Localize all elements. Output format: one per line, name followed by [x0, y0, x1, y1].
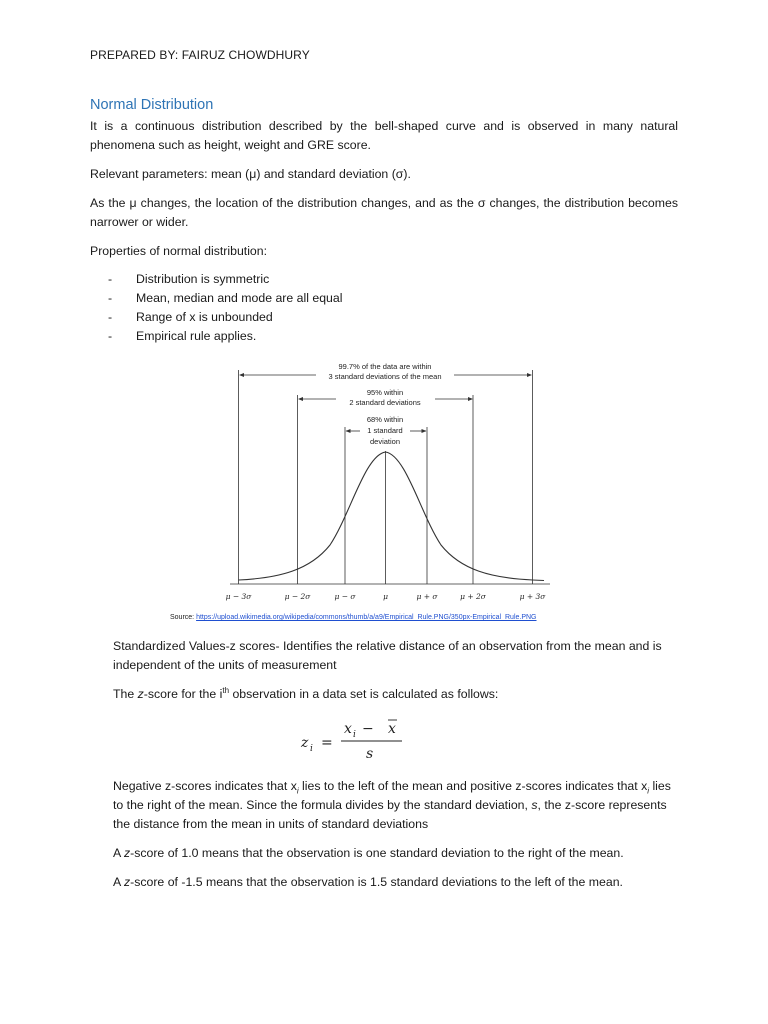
bullet-marker: -: [108, 272, 113, 286]
text-run: z: [123, 875, 131, 889]
text-run: lies to the left of the mean and positive z-scores indicates that x: [298, 779, 648, 793]
label-68-line2: 1 standard: [367, 426, 403, 435]
section-heading: Normal Distribution: [90, 97, 214, 113]
superscript: th: [222, 685, 230, 695]
text-run: -score of 1.0 means that the observation is one standard deviation to the right of the mean.: [130, 846, 624, 860]
arrowhead: [346, 429, 351, 433]
formula-lhs: z: [301, 735, 309, 751]
text-run: -score for the i: [143, 687, 223, 701]
tick-label: μ − σ: [334, 592, 356, 601]
formula-lhs-sub: i: [310, 744, 313, 754]
label-95-line2: 2 standard deviations: [349, 398, 421, 407]
figure-source: [170, 614, 537, 621]
label-68-line3: deviation: [369, 437, 401, 446]
formula-num-sub: i: [353, 730, 356, 740]
list-item: [108, 289, 342, 308]
subscript: i: [296, 786, 299, 796]
tick-label: μ − 3σ: [225, 592, 252, 601]
subscript: i: [647, 786, 650, 796]
zscore-definition: Standardized Values-z scores- Identifies the relative distance of an observation from the mean and is independent of the units of measurement: [113, 639, 662, 672]
text-run: A: [113, 875, 124, 889]
intro-paragraph: It is a continuous distribution described by the bell-shaped curve and is observed in many natural phenomena such as height, weight and GRE score.: [90, 119, 678, 152]
arrowhead: [422, 429, 427, 433]
arrowhead: [527, 373, 532, 377]
formula-den: s: [366, 746, 374, 762]
text-run: The: [113, 687, 138, 701]
zscore-calc-intro: [113, 685, 679, 704]
list-item: [108, 327, 342, 346]
list-item-text: Range of x is unbounded: [136, 310, 273, 324]
tick-label: μ + σ: [416, 592, 438, 601]
text-run: observation in a data set is calculated as follows:: [229, 687, 499, 701]
properties-list: [108, 270, 342, 346]
bell-curve: [239, 452, 545, 581]
changes-paragraph: As the μ changes, the location of the distribution changes, and as the σ changes, the distribution becomes narrower or wider.: [90, 196, 678, 229]
bullet-marker: -: [108, 329, 113, 343]
text-run: -score of -1.5 means that the observation is 1.5 standard deviations to the left of the mean.: [130, 875, 623, 889]
list-item-text: Distribution is symmetric: [136, 272, 270, 286]
label-997-line2: 3 standard deviations of the mean: [328, 372, 442, 381]
arrowhead: [468, 397, 473, 401]
formula-xbar: x: [388, 721, 396, 737]
parameters-paragraph: Relevant parameters: mean (μ) and standard deviation (σ).: [90, 167, 411, 181]
source-link[interactable]: https://upload.wikimedia.org/wikipedia/commons/thumb/a/a9/Empirical_Rule.PNG/350px-Empirical_Rule.PNG: [196, 614, 537, 621]
formula-num-x: x: [344, 721, 352, 737]
tick-label: μ + 3σ: [519, 592, 546, 601]
prepared-by-header: PREPARED BY: FAIRUZ CHOWDHURY: [90, 48, 310, 62]
formula-equals: =: [321, 735, 333, 751]
text-run: z: [123, 846, 131, 860]
tick-label: μ + 2σ: [460, 592, 486, 601]
list-item-text: Empirical rule applies.: [136, 329, 257, 343]
empirical-rule-figure: [210, 355, 560, 610]
properties-label: Properties of normal distribution:: [90, 244, 268, 258]
bullet-marker: -: [108, 291, 113, 305]
list-item: [108, 308, 342, 327]
bullet-marker: -: [108, 310, 113, 324]
arrowhead: [298, 397, 303, 401]
zscore-example-1: [113, 844, 679, 863]
label-95-line1: 95% within: [366, 388, 404, 397]
text-run: , the z-score represents the distance from the mean in units of standard deviations: [113, 798, 667, 831]
text-run: lies to the right of the mean. Since the formula divides by the standard deviation,: [113, 779, 671, 812]
formula-minus: −: [362, 721, 374, 737]
list-item-text: Mean, median and mode are all equal: [136, 291, 343, 305]
text-run: s: [531, 798, 538, 812]
text-run: Negative z-scores indicates that x: [113, 779, 297, 793]
zscore-formula: [298, 716, 408, 766]
tick-label: μ: [383, 592, 388, 601]
zscore-example-2: [113, 873, 679, 892]
text-run: A: [113, 846, 124, 860]
source-label: Source:: [170, 614, 195, 621]
list-item: [108, 270, 342, 289]
text-run: z: [137, 687, 144, 701]
tick-label: μ − 2σ: [284, 592, 311, 601]
label-68-line1: 68% within: [366, 415, 404, 424]
zscore-interpretation: [113, 777, 679, 834]
arrowhead: [239, 373, 244, 377]
label-997-line1: 99.7% of the data are within: [338, 362, 432, 371]
